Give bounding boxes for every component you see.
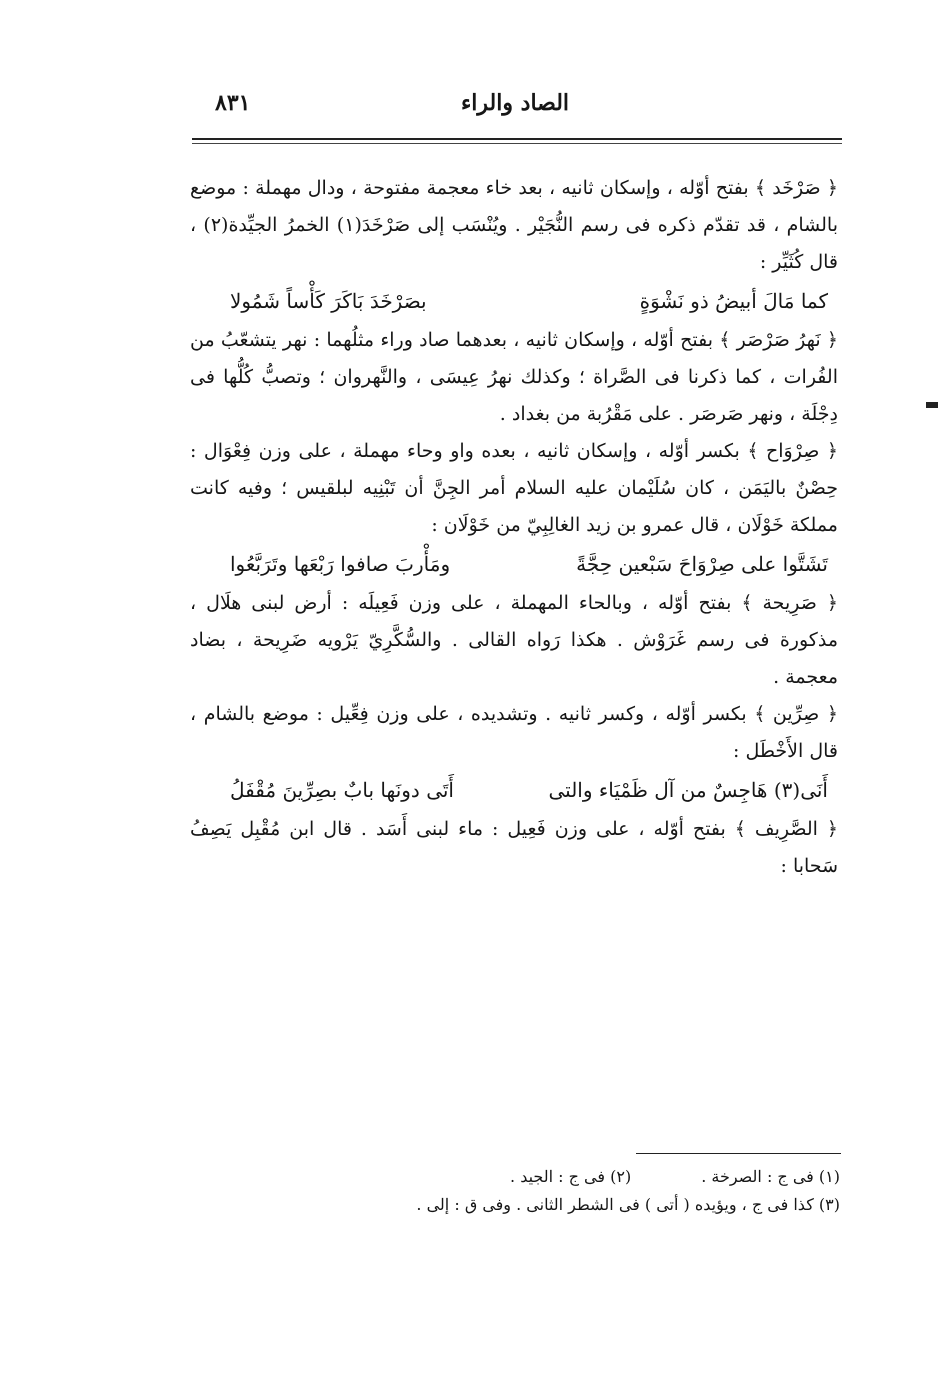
- page-body: [190, 170, 838, 885]
- running-title: الصاد والراء: [460, 90, 570, 116]
- entry-nahr-sarsar: ﴿ نَهرُ صَرْصَر ﴾ بفتح أوّله ، وإسكان ثانيه ، بعدهما صاد وراء مثلُهما : نهر يتشعّبُ من الفُرات ، كما ذكرنا فى الصَّراة ؛ وكذلك نهرُ عِيسَى ، والنَّهروان ؛ وتصبُّ كُلُّها فى دِجْلَة ، ونهر صَرصَر . على مَقْرُبة من بغداد .: [190, 329, 838, 425]
- entry-sarif: ﴿ الصَّرِيف ﴾ بفتح أوّله ، على وزن فَعِيل : ماء لبنى أَسَد . قال ابن مُقْبِل يَصِفُ سَحابا :: [190, 818, 838, 877]
- header-rule: [192, 138, 842, 140]
- header-rule-thin: [192, 143, 842, 144]
- verse-hemistich-left: ومَأْربَ صافوا رَبْعَها وتَرَبَّعُوا: [230, 552, 451, 576]
- footnote-3: (٣) كذا فى ج ، ويؤيده ( أتى ) فى الشطر الثانى . وفى ق : إلى .: [416, 1195, 840, 1214]
- footnotes: [300, 1163, 840, 1219]
- footnote-1: (١) فى ج : الصرخة .: [701, 1167, 840, 1186]
- entry-sariha: ﴿ صَرِيحة ﴾ بفتح أوّله ، وبالحاء المهملة ، على وزن فَعِيلَه : أرض لبنى هلَال ، مذكورة فى رسم غَرَوْش . هكذا رَواه القالى . والسُّكَّرِيّ يَرْويه ضَرِيحة ، بضاد معجمة .: [190, 592, 838, 688]
- page-header: [195, 90, 835, 130]
- footnote-2: (٢) فى ج : الجيد .: [510, 1167, 632, 1186]
- page-number: ٨٣١: [215, 90, 251, 116]
- entry-sirwah: ﴿ صِرْوَاح ﴾ بكسر أوّله ، وإسكان ثانيه ، بعده واو وحاء مهملة ، على وزن فِعْوَال : حِصْنٌ باليَمَن ، كان سُلَيْمان عليه السلام أمر الجِنَّ أن تَبْنِيه لبلقيس ؛ وفيه كانت مملكة خَوْلَان ، قال عمرو بن زيد الغالِبِيّ من خَوْلَان :: [190, 440, 838, 536]
- verse-hemistich-right: تَشَتَّوا على صِرْوَاحَ سَبْعين حِجَّةً: [576, 552, 828, 576]
- verse-hemistich-left: بصَرْخَدَ بَاكَرَ كَأْساً شَمُولا: [230, 289, 427, 313]
- verse-kuthayyir: [190, 283, 838, 320]
- verse-amr: [190, 546, 838, 583]
- entry-sirrin: ﴿ صِرِّين ﴾ بكسر أوّله ، وكسر ثانيه . وتشديده ، على وزن فِعِّيل : موضع بالشام ، قال الأَخْطَل :: [190, 703, 838, 762]
- verse-hemistich-right: أَنَى(٣) هَاجِسٌ من آل ظَمْيَاء والتى: [548, 778, 828, 802]
- margin-mark: [926, 402, 938, 408]
- verse-hemistich-left: أَتَى دونَها بابٌ بصِرِّينَ مُقْفَلُ: [230, 778, 454, 802]
- verse-hemistich-right: كما مَالَ أبيضُ ذو نَشْوَةٍ: [639, 289, 828, 313]
- footnote-row: [300, 1163, 840, 1191]
- footnote-rule: [636, 1153, 841, 1154]
- entry-sarkhad: ﴿ صَرْخَد ﴾ بفتح أوّله ، وإسكان ثانيه ، بعد خاء معجمة مفتوحة ، ودال مهملة : موضع بالشام ، قد تقدّم ذكره فى رسم النُّجَيْر . ويُنْسَب إلى صَرْخَدَ(١) الخمرُ الجيِّدة(٢) ، قال كُثَيِّر :: [190, 177, 838, 273]
- verse-akhtal: [190, 772, 838, 809]
